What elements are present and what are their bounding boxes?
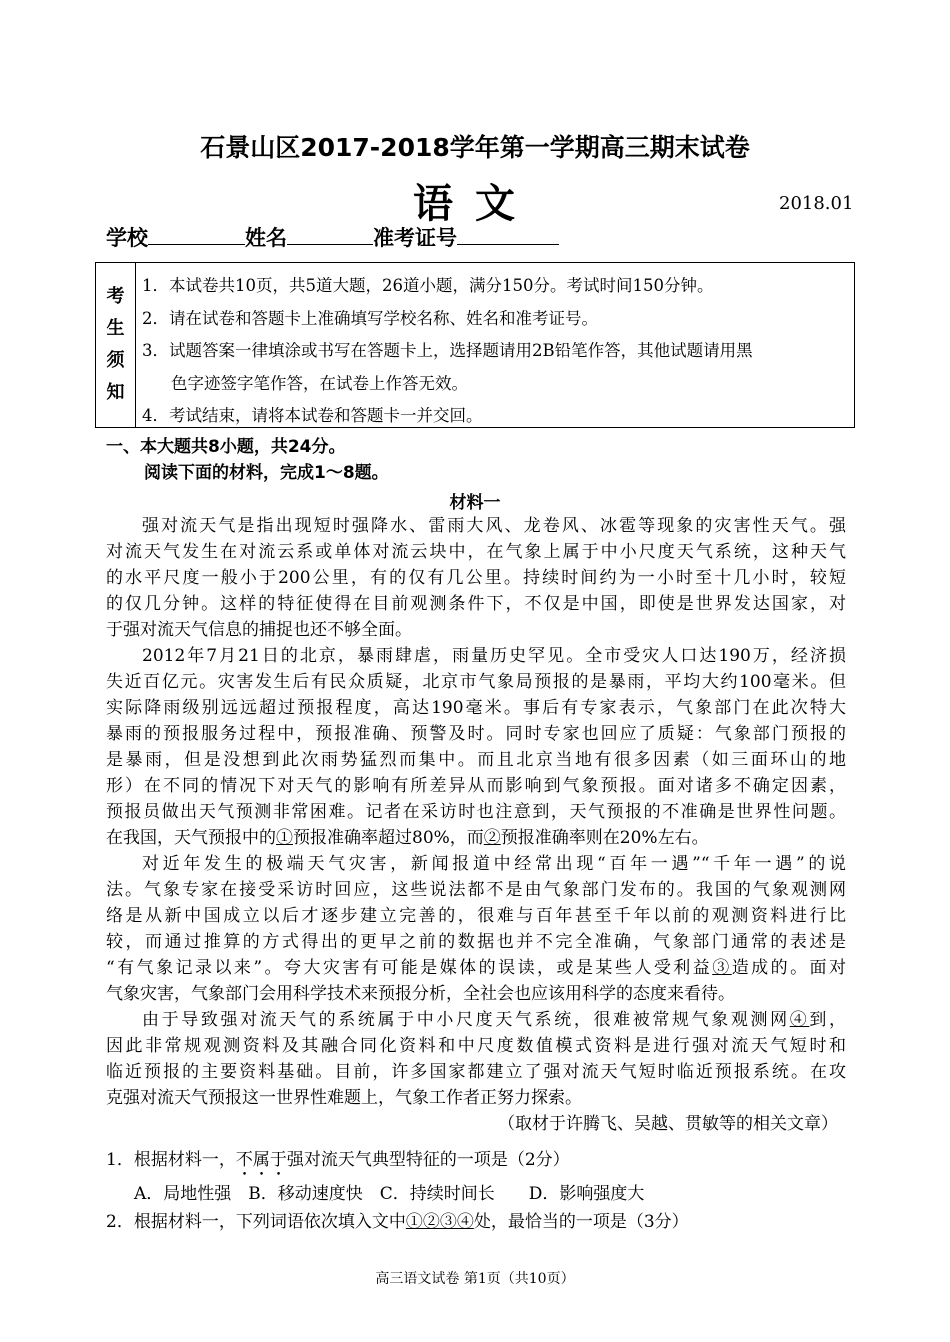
text-line: 是暴雨，但是没想到此次雨势猛烈而集中。而且北京当地有很多因素（如三面环山的地	[106, 750, 846, 770]
text-line: 对流天气发生在对流云系或单体对流云块中，在气象上属于中小尺度天气系统，这种天气	[106, 542, 846, 562]
blank-marker-1: ①	[276, 828, 293, 848]
question-1-options: A．局地性强 B．移动速度快 C．持续时间长 D．影响强度大	[134, 1184, 645, 1204]
text-line: 失近百亿元。灾害发生后有民众质疑，北京市气象局预报的是暴雨，平均大约100毫米。但	[106, 672, 846, 692]
notice-label: 考 生 须 知	[96, 263, 136, 427]
section-heading: 一、本大题共8小题，共24分。 阅读下面的材料，完成1～8题。	[106, 434, 389, 486]
blank-marker-4: ④	[789, 1010, 810, 1030]
text-line: 临近预报的主要资料基础。目前，许多国家都建立了强对流天气短时临近预报系统。在攻	[106, 1062, 846, 1082]
text-line: 强对流天气是指出现短时强降水、雷雨大风、龙卷风、冰雹等现象的灾害性天气。强	[142, 516, 846, 536]
notice-item: 2．请在试卷和答题卡上准确填写学校名称、姓名和准考证号。	[142, 308, 598, 328]
text-line: 暴雨的预报服务过程中，预报准确、预警及时。同时专家也回应了质疑：气象部门预报的	[106, 724, 846, 744]
text-line: 的水平尺度一般小于200公里，有的仅有几公里。持续时间约为一小时至十几小时，较短	[106, 568, 846, 588]
text-line: 克强对流天气预报这一世界性难题上，气象工作者正努力探索。	[106, 1088, 582, 1108]
page-footer: 高三语文试卷 第1页（共10页）	[375, 1271, 575, 1287]
text-line: “有气象记录以来”。夸大灾害有可能是媒体的误读，或是某些人受利益③造成的。面对	[106, 958, 847, 978]
questions	[106, 1146, 846, 1236]
text-line: 2012年7月21日的北京，暴雨肆虐，雨量历史罕见。全市受灾人口达190万，经济损	[142, 646, 846, 666]
text-line: 较，而通过推算的方式得出的更早之前的数据也并不完全准确，气象部门通常的表述是	[106, 932, 846, 952]
material-article	[106, 513, 846, 1137]
exam-title: 石景山区2017-2018学年第一学期高三期末试卷	[200, 133, 750, 162]
text-line: 形）在不同的情况下对天气的影响有所差异从而影响到气象预报。面对诸多不确定因素，	[106, 776, 846, 796]
text-line: 的仅几分钟。这样的特征使得在目前观测条件下，不仅是中国，即使是世界发达国家，对	[106, 594, 846, 614]
id-blank[interactable]	[457, 224, 559, 245]
exam-date: 2018.01	[779, 193, 854, 214]
material-title: 材料一	[449, 493, 501, 513]
notice-item: 1．本试卷共10页，共5道大题，26道小题，满分150分。考试时间150分钟。	[142, 276, 714, 295]
text-line: 络是从新中国成立以后才逐步建立完善的，很难与百年甚至千年以前的观测资料进行比	[106, 906, 846, 926]
text-line: 由于导致强对流天气的系统属于中小尺度天气系统，很难被常规气象观测网④到，	[142, 1010, 847, 1030]
question-2: 2．根据材料一，下列词语依次填入文中①②③④处，最恰当的一项是（3分）	[106, 1212, 689, 1232]
school-label: 学校	[106, 226, 148, 250]
material-source: （取材于许腾飞、吴越、贯敏等的相关文章）	[498, 1114, 838, 1134]
blank-marker-2: ②	[483, 828, 501, 848]
text-line: 预报员做出天气预测非常困难。记者在采访时也注意到，天气预报的不准确是世界性问题。	[106, 802, 846, 822]
text-line: 因此非常规观测资料及其融合同化资料和中尺度数值模式资料是进行强对流天气短时和	[106, 1036, 846, 1056]
notice-item: 4．考试结束，请将本试卷和答题卡一并交回。	[142, 406, 483, 425]
text-line: 对近年发生的极端天气灾害，新闻报道中经常出现“百年一遇”“千年一遇”的说	[142, 854, 846, 874]
notice-item: 3．试题答案一律填涂或书写在答题卡上，选择题请用2B铅笔作答，其他试题请用黑	[142, 341, 753, 360]
emphasis-text: 不属于	[235, 1150, 287, 1170]
subject-title: 语文	[413, 181, 537, 227]
blank-markers: ①②③④	[405, 1212, 474, 1232]
name-blank[interactable]	[287, 224, 373, 245]
exam-notice-box	[95, 262, 855, 428]
name-label: 姓名	[245, 226, 287, 250]
school-blank[interactable]	[148, 224, 245, 245]
text-line: 实际降雨级别远远超过预报程度，高达190毫米。事后有专家表示，气象部门在此次特大	[106, 698, 846, 718]
student-info-line	[106, 222, 559, 252]
question-1: 1．根据材料一，不属于强对流天气典型特征的一项是（2分）	[106, 1150, 570, 1170]
text-line: 于强对流天气信息的捕捉也还不够全面。	[106, 620, 412, 640]
notice-items	[142, 270, 848, 433]
notice-item: 色字迹签字笔作答，在试卷上作答无效。	[171, 373, 468, 393]
text-line: 法。气象专家在接受采访时回应，这些说法都不是由气象部门发布的。我国的气象观测网	[106, 880, 846, 900]
text-line: 气象灾害，气象部门会用科学技术来预报分析，全社会也应该用科学的态度来看待。	[106, 984, 735, 1004]
id-label: 准考证号	[373, 226, 457, 250]
section-instruction: 阅读下面的材料，完成1～8题。	[144, 463, 389, 483]
text-line: 在我国，天气预报中的①预报准确率超过80%，而②预报准确率则在20%左右。	[106, 828, 709, 848]
blank-marker-3: ③	[712, 958, 732, 978]
